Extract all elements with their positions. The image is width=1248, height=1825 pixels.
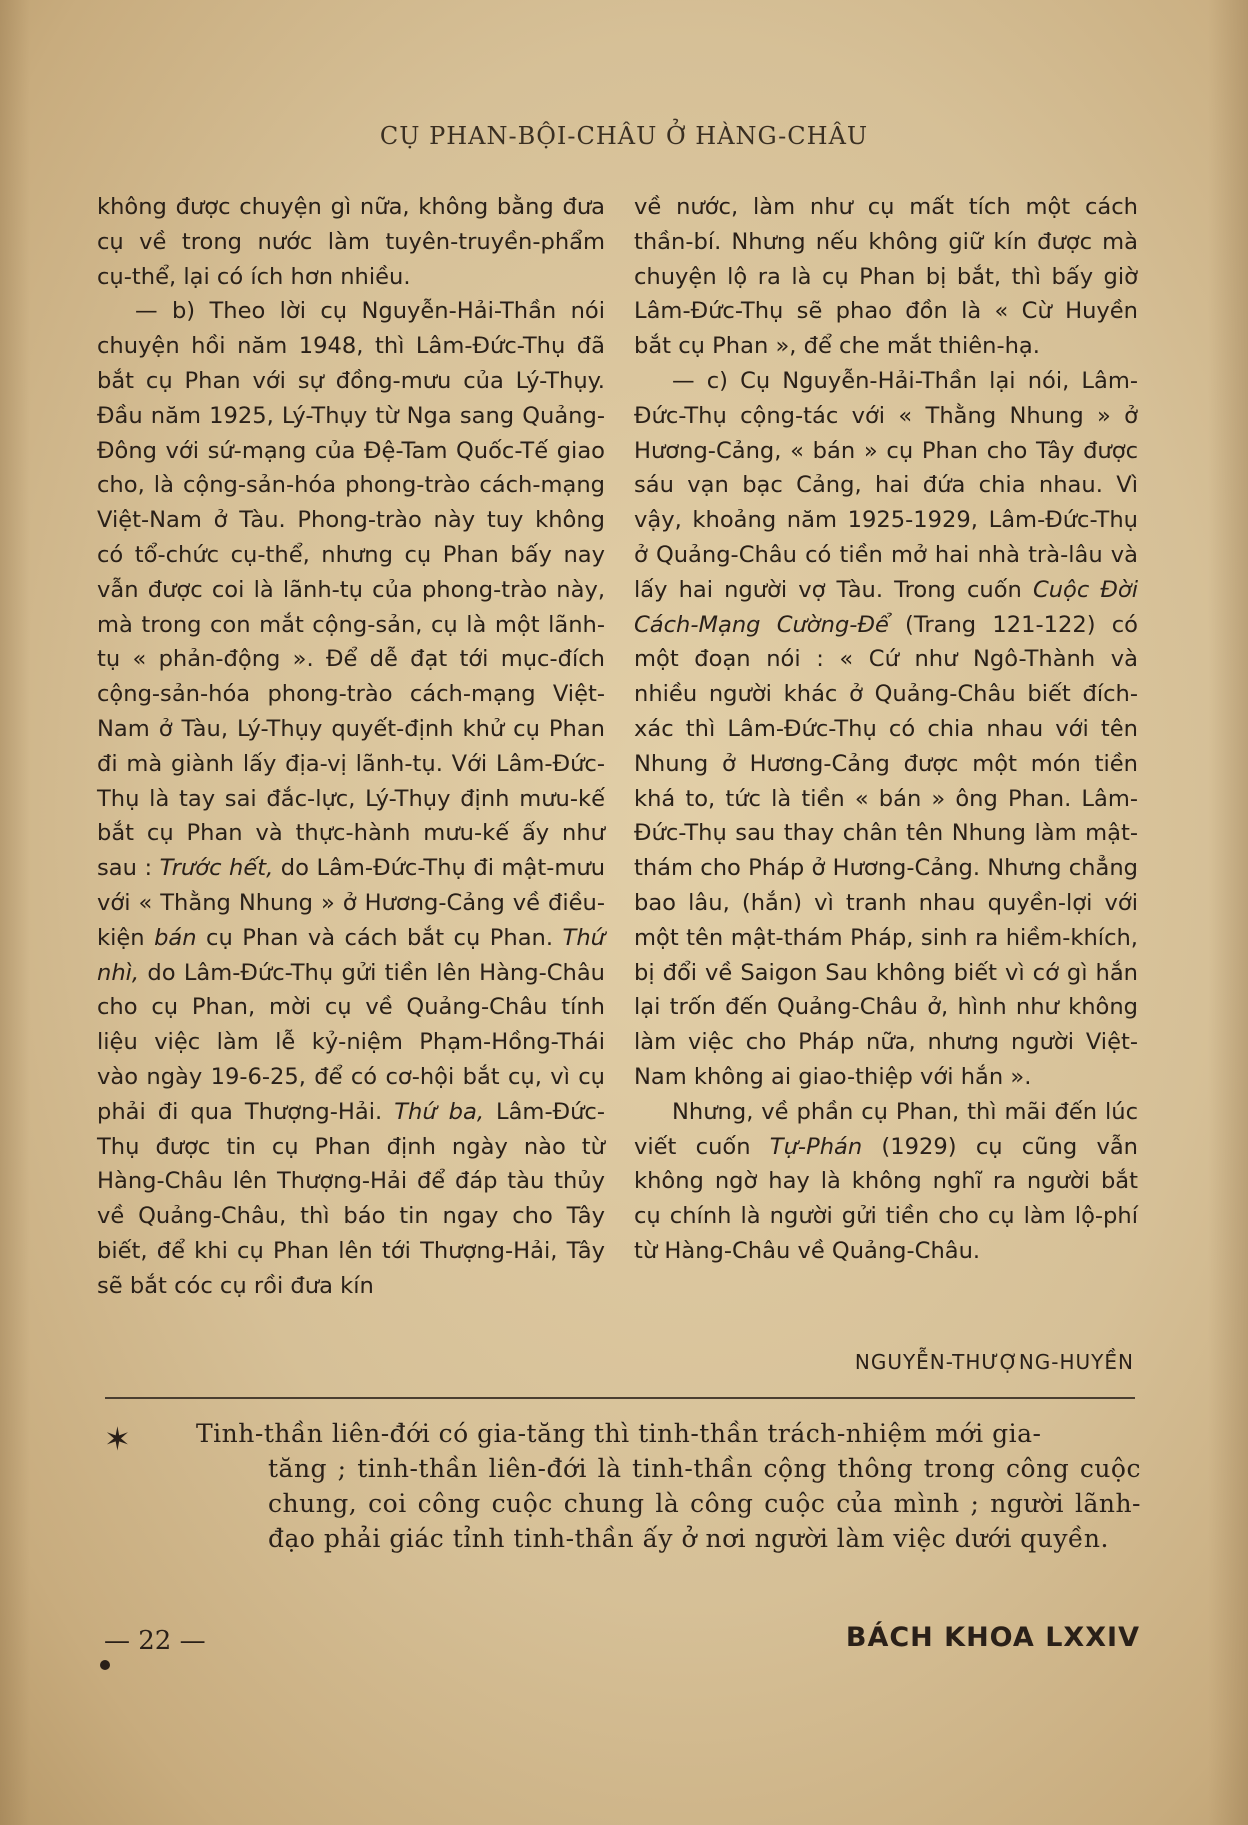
right-paragraph-1: về nước, làm như cụ mất tích một cách thần-bí. Nhưng nếu không giữ kín được mà chuyện lộ ra là cụ Phan bị bắt, thì bấy giờ Lâm-Đức-Thụ sẽ phao đồn là « Cừ Huyền bắt cụ Phan », để che mắt thiên-hạ. [634, 194, 1138, 360]
left-paragraph-1: không được chuyện gì nữa, không bằng đưa cụ về trong nước làm tuyên-truyền-phẩm cụ-thể, lại có ích hơn nhiều. [97, 194, 605, 290]
pull-quote-first-line: Tinh-thần liên-đới có gia-tăng thì tinh-thần trách-nhiệm mới gia- [196, 1419, 1042, 1448]
pull-quote [196, 1416, 1141, 1556]
star-ornament-icon: ✶ [104, 1420, 131, 1458]
right-column [634, 190, 1138, 1269]
divider-rule [105, 1397, 1135, 1399]
author-signature: NGUYỄN-THƯỢNG-HUYỀN [854, 1350, 1134, 1374]
journal-name: BÁCH KHOA LXXIV [845, 1622, 1140, 1653]
pull-quote-rest: tăng ; tinh-thần liên-đới là tinh-thần cộng thông trong công cuộc chung, coi công cuộc chung là công cuộc của mình ; người lãnh-đạo phải giác tỉnh tinh-thần ấy ở nơi người làm việc dưới quyền. [268, 1454, 1141, 1553]
left-paragraph-2: — b) Theo lời cụ Nguyễn-Hải-Thần nói chuyện hồi năm 1948, thì Lâm-Đức-Thụ đã bắt cụ Phan với sự đồng-mưu của Lý-Thụy. Đầu năm 1925, Lý-Thụy từ Nga sang Quảng-Đông với sứ-mạng của Đệ-Tam Quốc-Tế giao cho, là cộng-sản-hóa phong-trào cách-mạng Việt-Nam ở Tàu. Phong-trào này tuy không có tổ-chức cụ-thể, nhưng cụ Phan bấy nay vẫn được coi là lãnh-tụ của phong-trào này, mà trong con mắt cộng-sản, cụ là một lãnh-tụ « phản-động ». Để dễ đạt tới mục-đích cộng-sản-hóa phong-trào cách-mạng Việt-Nam ở Tàu, Lý-Thụy quyết-định khử cụ Phan đi mà giành lấy địa-vị lãnh-tụ. Với Lâm-Đức-Thụ là tay sai đắc-lực, Lý-Thụy định mưu-kế bắt cụ Phan và thực-hành mưu-kế ấy như sau : Trước hết, do Lâm-Đức-Thụ đi mật-mưu với « Thằng Nhung » ở Hương-Cảng về điều-kiện bán cụ Phan và cách bắt cụ Phan. Thứ nhì, do Lâm-Đức-Thụ gửi tiền lên Hàng-Châu cho cụ Phan, mời cụ về Quảng-Châu tính liệu việc làm lễ kỷ-niệm Phạm-Hồng-Thái vào ngày 19-6-25, để có cơ-hội bắt cụ, vì cụ phải đi qua Thượng-Hải. Thứ ba, Lâm-Đức-Thụ được tin cụ Phan định ngày nào từ Hàng-Châu lên Thượng-Hải để đáp tàu thủy về Quảng-Châu, thì báo tin ngay cho Tây biết, để khi cụ Phan lên tới Thượng-Hải, Tây sẽ bắt cóc cụ rồi đưa kín [97, 298, 606, 1299]
section-label-b: — b) [135, 298, 196, 325]
ink-dot [100, 1660, 110, 1670]
left-column [97, 190, 605, 1304]
page-shadow-left [0, 0, 30, 1825]
right-paragraph-2: — c) Cụ Nguyễn-Hải-Thần lại nói, Lâm-Đức-Thụ cộng-tác với « Thằng Nhung » ở Hương-Cảng, « bán » cụ Phan cho Tây được sáu vạn bạc Cảng, hai đứa chia nhau. Vì vậy, khoảng năm 1925-1929, Lâm-Đức-Thụ ở Quảng-Châu có tiền mở hai nhà trà-lâu và lấy hai người vợ Tàu. Trong cuốn Cuộc Đời Cách-Mạng Cường-Để (Trang 121-122) có một đoạn nói : « Cứ như Ngô-Thành và nhiều người khác ở Quảng-Châu biết đích-xác thì Lâm-Đức-Thụ có chia nhau với tên Nhung ở Hương-Cảng được một món tiền khá to, tức là tiền « bán » ông Phan. Lâm-Đức-Thụ sau thay chân tên Nhung làm mật-thám cho Pháp ở Hương-Cảng. Nhưng chẳng bao lâu, (hắn) vì tranh nhau quyền-lợi với một tên mật-thám Pháp, sinh ra hiềm-khích, bị đổi về Saigon Sau không biết vì cớ gì hắn lại trốn đến Quảng-Châu ở, hình như không làm việc cho Pháp nữa, nhưng người Việt-Nam không ai giao-thiệp với hắn ». [634, 367, 1138, 1090]
section-label-c: — c) [672, 367, 728, 394]
page-shadow-right [1208, 0, 1248, 1825]
running-header: CỤ PHAN-BỘI-CHÂU Ở HÀNG-CHÂU [379, 122, 869, 150]
page-number: — 22 — [104, 1626, 206, 1656]
right-paragraph-3: Nhưng, về phần cụ Phan, thì mãi đến lúc viết cuốn Tự-Phán (1929) cụ cũng vẫn không ngờ hay là không nghĩ ra người bắt cụ chính là người gửi tiền cho cụ làm lộ-phí từ Hàng-Châu về Quảng-Châu. [634, 1098, 1138, 1264]
